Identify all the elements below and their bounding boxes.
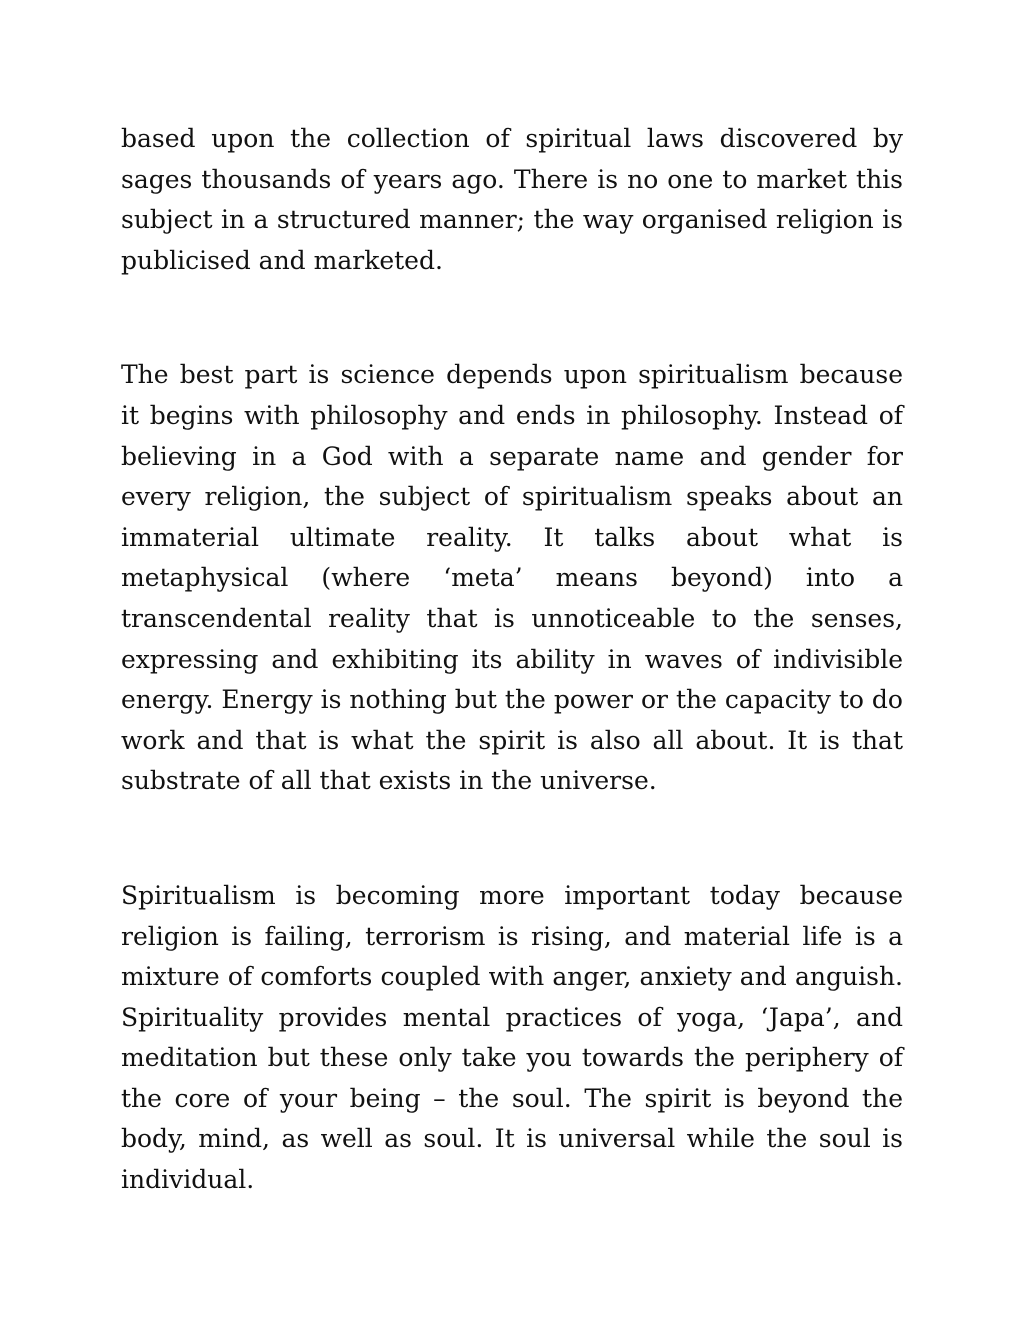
paragraph-spiritual-laws: based upon the collection of spiritual laws discovered by sages thousands of years ago. There is no one to market this subject in a structured manner; the way organised religion is publicised and marketed. xyxy=(121,124,903,275)
paragraph-science-and-spiritualism: The best part is science depends upon spiritualism because it begins with philosophy and ends in philosophy. Instead of believing in a God with a separate name and gender for every religion, the subject of spiritualism speaks about an immaterial ultimate reality. It talks about what is metaphysical (where ‘meta’ means beyond) into a transcendental reality that is unnoticeable to the senses, expressing and exhibiting its ability in waves of indivisible energy. Energy is nothing but the power or the capacity to do work and that is what the spirit is also all about. It is that substrate of all that exists in the universe. xyxy=(121,360,903,796)
document-page xyxy=(121,119,903,1201)
paragraph-importance-of-spiritualism: Spiritualism is becoming more important today because religion is failing, terrorism is rising, and material life is a mixture of comforts coupled with anger, anxiety and anguish. Spirituality provides mental practices of yoga, ‘Japa’, and meditation but these only take you towards the periphery of the core of your being – the soul. The spirit is beyond the body, mind, as well as soul. It is universal while the soul is individual. xyxy=(121,880,903,1195)
